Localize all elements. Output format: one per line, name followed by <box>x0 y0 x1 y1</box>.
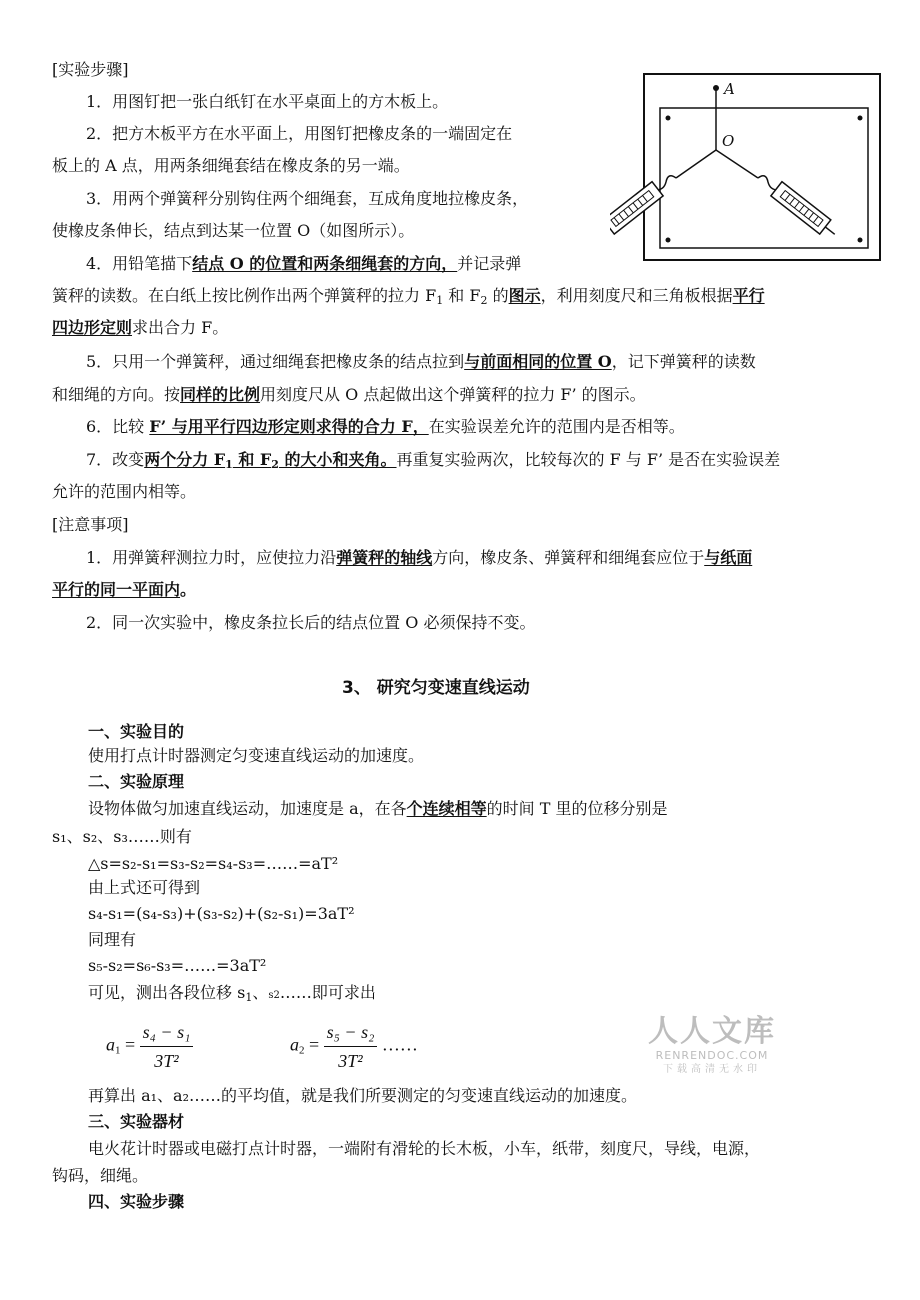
steps-heading: [实验步骤] <box>52 60 129 79</box>
formula-a1-lhs: a <box>106 1034 115 1055</box>
spring-scale-right <box>771 182 840 242</box>
equipment-line-1: 电火花计时器或电磁打点计时器，一端附有滑轮的长木板，小车，纸带，刻度尺，导线，电源， <box>88 1139 761 1158</box>
step-3-line-2: 使橡皮条伸长，结点到达某一位置 O（如图所示）。 <box>52 221 415 240</box>
formula-a1-lhs-sub: 1 <box>115 1044 121 1057</box>
principle-highlight: 个连续相等 <box>406 799 487 818</box>
step-5-line-1 <box>86 352 756 372</box>
formula-a2-denominator: 3T² <box>338 1051 363 1071</box>
note-1-text: 1．用弹簧秤测拉力时，应使拉力沿 <box>86 548 337 567</box>
note-1-highlight-paper: 与纸面 <box>704 548 753 567</box>
notes-heading: [注意事项] <box>52 515 129 534</box>
step-4-c-text: 求出合力 F。 <box>132 318 229 337</box>
step-4-line-3 <box>52 318 228 338</box>
string-right <box>716 150 758 178</box>
heading-equipment: 三、实验器材 <box>88 1112 185 1131</box>
equation-1: △s=s₂-s₁=s₃-s₂=s₄-s₃=……=aT² <box>88 854 339 873</box>
step-5-highlight-ratio: 同样的比例 <box>180 385 261 404</box>
average-text: 再算出 a₁、a₂……的平均值，就是我们所要测定的匀变速直线运动的加速度。 <box>88 1086 637 1105</box>
heading-purpose: 一、实验目的 <box>88 722 185 741</box>
watermark-brand: 人人文库 <box>648 1014 776 1049</box>
label-o: O <box>722 132 735 150</box>
formula-a1: $a_1$ = $\frac{\text{s₄ − s₁}}{\text{3T²}}$ <box>106 1020 193 1073</box>
step-7-hl-c: 的大小和夹角。 <box>278 450 397 469</box>
note-1-line-2 <box>52 580 196 600</box>
step-3-line-1: 3．用两个弹簧秤分别钩住两个细绳套，互成角度地拉橡皮条， <box>86 189 529 208</box>
formula-a2-lhs: a <box>290 1034 299 1055</box>
measure-text <box>88 983 376 1006</box>
measure-text-post: ……即可求出 <box>279 983 376 1002</box>
step-4-b-text-mid: 和 F <box>443 286 481 305</box>
step-7-line-2: 允许的范围内相等。 <box>52 482 197 501</box>
formula-a1-denominator: 3T² <box>154 1051 179 1071</box>
equipment-line-2: 钩码，细绳。 <box>52 1166 149 1185</box>
step-4-highlight: 结点 O 的位置和两条细绳套的方向， <box>192 254 458 273</box>
principle-line-1 <box>88 799 668 819</box>
step-7-sub-2: 2 <box>271 458 279 471</box>
step-7-hl-a: 两个分力 F <box>144 450 226 469</box>
note-1-highlight-plane: 平行的同一平面内 <box>52 580 181 599</box>
heading-steps: 四、实验步骤 <box>88 1192 185 1211</box>
step-5-b-text: 和细绳的方向。按 <box>52 385 181 404</box>
step-6-text: 6．比较 <box>86 417 150 436</box>
step-2-line-1: 2．把方木板平方在水平面上，用图钉把橡皮条的一端固定在 <box>86 124 513 143</box>
note-1-period: 。 <box>180 580 197 599</box>
step-7-text-post: 再重复实验两次，比较每次的 F 与 F’ 是否在实验误差 <box>396 450 781 469</box>
step-4-b-text-mid3: ，利用刻度尺和三角板根据 <box>540 286 733 305</box>
principle-text-post: 的时间 T 里的位移分别是 <box>486 799 668 818</box>
principle-line-2: s₁、s₂、s₃……则有 <box>52 827 192 846</box>
note-1-highlight-axis: 弹簧秤的轴线 <box>336 548 433 567</box>
step-4-line-2 <box>52 286 765 306</box>
pin-icon <box>666 116 671 121</box>
step-6-highlight: F’ 与用平行四边形定则求得的合力 F， <box>149 417 429 436</box>
label-a: A <box>724 80 735 98</box>
step-1: 1．用图钉把一张白纸钉在水平桌面上的方木板上。 <box>86 92 449 111</box>
measure-text-pre: 可见，测出各段位移 s <box>88 983 246 1002</box>
pin-icon <box>666 238 671 243</box>
step-5-text-post: ，记下弹簧秤的读数 <box>611 352 756 371</box>
formula-a2-lhs-sub: 2 <box>299 1044 305 1057</box>
step-7-hl-b: 和 F <box>232 450 272 469</box>
formula-a2-fraction <box>324 1020 378 1073</box>
similarly-text: 同理有 <box>88 930 137 949</box>
spring-scale-left <box>610 182 663 242</box>
measure-s2-small: s2 <box>268 990 280 1001</box>
pin-icon <box>858 116 863 121</box>
subscript-1: 1 <box>436 294 444 307</box>
step-7-text: 7．改变 <box>86 450 145 469</box>
formula-a1-numerator: s₄ − s₁ <box>140 1020 194 1047</box>
step-5-b-text-post: 用刻度尺从 O 点起做出这个弹簧秤的拉力 F’ 的图示。 <box>260 385 646 404</box>
step-4-b-text-mid2: 的 <box>487 286 509 305</box>
step-5-text: 5．只用一个弹簧秤，通过细绳套把橡皮条的结点拉到 <box>86 352 465 371</box>
note-2: 2．同一次实验中，橡皮条拉长后的结点位置 O 必须保持不变。 <box>86 613 536 632</box>
equation-3: s₅-s₂=s₆-s₃=……=3aT² <box>88 956 267 975</box>
board-outline <box>644 74 880 260</box>
step-7-line-1 <box>86 450 780 470</box>
step-7-sub-1: 1 <box>225 458 233 471</box>
formula-a1-fraction <box>140 1020 194 1073</box>
hook-right-icon <box>758 176 778 190</box>
step-4-text-post: 并记录弹 <box>457 254 522 273</box>
step-4-highlight-rule: 四边形定则 <box>52 318 133 337</box>
note-1-text-mid: 方向，橡皮条、弹簧秤和细绳套应位于 <box>432 548 705 567</box>
note-1-line-1 <box>86 548 752 568</box>
step-4-text: 4．用铅笔描下 <box>86 254 193 273</box>
apparatus-figure <box>610 66 890 266</box>
derivation-text: 由上式还可得到 <box>88 878 201 897</box>
purpose-text: 使用打点计时器测定匀变速直线运动的加速度。 <box>88 746 425 765</box>
measure-text-mid: 、 <box>252 983 269 1002</box>
step-4-highlight-diagram: 图示 <box>508 286 541 305</box>
formula-a2-numerator: s₅ − s₂ <box>324 1020 378 1047</box>
step-6-text-post: 在实验误差允许的范围内是否相等。 <box>428 417 685 436</box>
formula-a2: $a_2$ = $\frac{\text{s₅ − s₂}}{\text{3T²}}$ …… <box>290 1022 418 1071</box>
watermark-domain: RENRENDOC.COM <box>655 1049 769 1062</box>
string-left <box>676 150 716 178</box>
heading-principle: 二、实验原理 <box>88 772 185 791</box>
formula-a2-ellipsis: …… <box>381 1034 418 1055</box>
hook-left-icon <box>656 176 676 190</box>
equation-2: s₄-s₁=(s₄-s₃)+(s₃-s₂)+(s₂-s₁)=3aT² <box>88 904 355 923</box>
step-5-line-2 <box>52 385 646 405</box>
step-5-highlight: 与前面相同的位置 O <box>464 352 612 371</box>
pin-icon <box>858 238 863 243</box>
step-6 <box>86 417 685 437</box>
paper-outline <box>660 108 868 248</box>
step-4-highlight-parallel: 平行 <box>732 286 765 305</box>
section-3-title: 3、 研究匀变速直线运动 <box>342 678 530 698</box>
watermark <box>648 1015 776 1077</box>
step-7-highlight <box>144 450 396 469</box>
principle-text: 设物体做匀加速直线运动，加速度是 a，在各 <box>88 799 407 818</box>
measure-sub-1: 1 <box>245 991 253 1004</box>
step-4-line-1 <box>86 254 521 274</box>
subscript-2: 2 <box>480 294 488 307</box>
step-2-line-2: 板上的 A 点，用两条细绳套结在橡皮条的另一端。 <box>52 156 410 175</box>
step-4-b-text: 簧秤的读数。在白纸上按比例作出两个弹簧秤的拉力 F <box>52 286 437 305</box>
watermark-slogan: 下载高清无水印 <box>663 1064 761 1075</box>
